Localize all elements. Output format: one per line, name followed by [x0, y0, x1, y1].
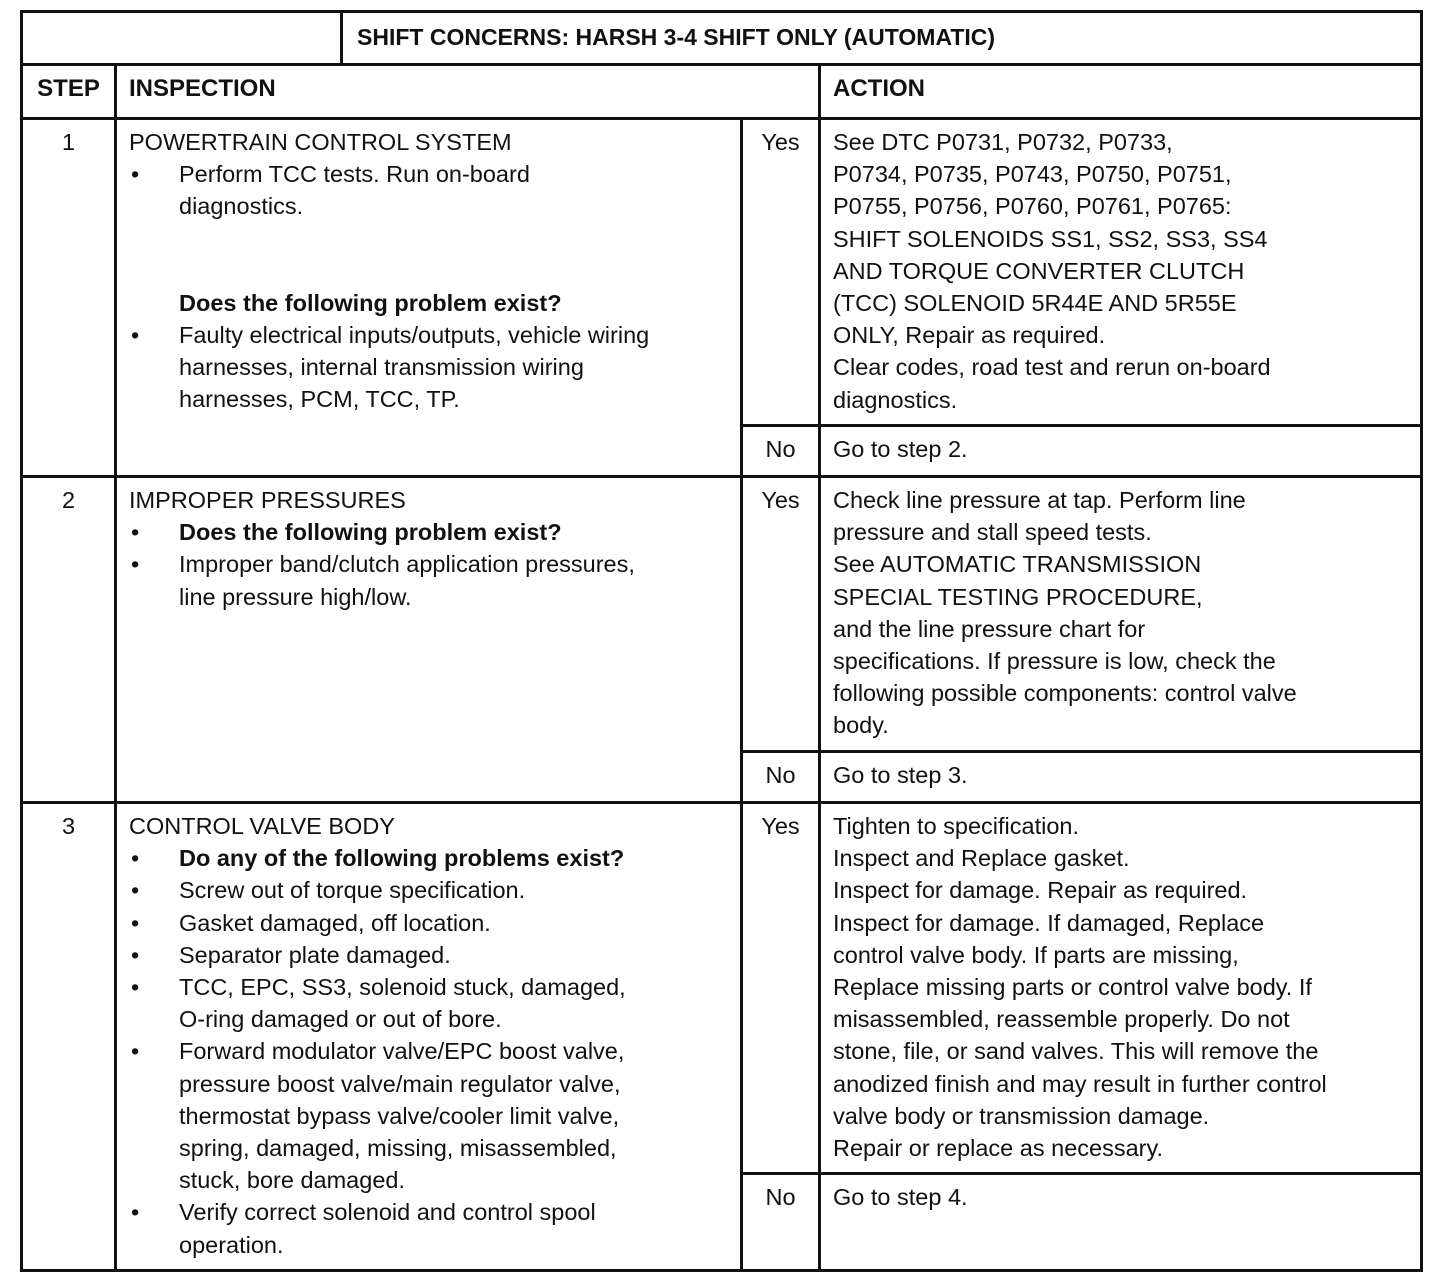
inspection-bullet	[129, 907, 732, 939]
inspection-text: Faulty electrical inputs/outputs, vehicle wiring	[179, 321, 650, 348]
action-text: AND TORQUE CONVERTER CLUTCH	[833, 257, 1245, 284]
inspection-bullet	[129, 548, 732, 612]
action-text: pressure and stall speed tests.	[833, 519, 1152, 546]
inspection-text: TCC, EPC, SS3, solenoid stuck, damaged,	[179, 974, 626, 1001]
step-number: 1	[22, 119, 116, 477]
inspection-text: spring, damaged, missing, misassembled,	[179, 1135, 617, 1162]
bullet-mark: •	[131, 161, 140, 188]
step-1-inspection	[116, 119, 742, 477]
inspection-bullet	[129, 1035, 732, 1196]
step-3-yes-action	[820, 803, 1422, 1174]
inspection-question	[129, 516, 732, 548]
bullet-mark: •	[131, 845, 140, 872]
inspection-heading: IMPROPER PRESSURES	[129, 487, 406, 513]
question-text: Does the following problem exist?	[179, 289, 562, 316]
column-header-row	[22, 65, 1422, 119]
yes-label: Yes	[742, 803, 820, 1174]
step-3-inspection	[116, 803, 742, 1271]
inspection-question	[129, 287, 732, 319]
action-text: Inspect for damage. Repair as required.	[833, 877, 1248, 904]
step-3-no-action: Go to step 4.	[820, 1174, 1422, 1271]
action-text: See AUTOMATIC TRANSMISSION	[833, 551, 1202, 578]
action-text: P0755, P0756, P0760, P0761, P0765:	[833, 193, 1232, 220]
inspection-text: Screw out of torque specification.	[179, 877, 526, 904]
action-text: Clear codes, road test and rerun on-board	[833, 354, 1271, 381]
action-text: (TCC) SOLENOID 5R44E AND 5R55E	[833, 290, 1237, 317]
action-text: Check line pressure at tap. Perform line	[833, 487, 1246, 513]
step-2-yes-row	[22, 477, 1422, 752]
step-1-yes-action	[820, 119, 1422, 426]
bullet-mark: •	[131, 909, 140, 936]
action-text: See DTC P0731, P0732, P0733,	[833, 129, 1173, 155]
inspection-text: pressure boost valve/main regulator valve,	[179, 1070, 621, 1097]
action-text: diagnostics.	[833, 386, 958, 413]
step-number: 2	[22, 477, 116, 803]
step-number: 3	[22, 803, 116, 1271]
inspection-text: diagnostics.	[179, 193, 304, 220]
inspection-bullet	[129, 874, 732, 906]
title-row	[22, 12, 1422, 65]
action-text: valve body or transmission damage.	[833, 1102, 1210, 1129]
inspection-bullet	[129, 939, 732, 971]
action-text: Inspect for damage. If damaged, Replace	[833, 909, 1265, 936]
table-title: SHIFT CONCERNS: HARSH 3-4 SHIFT ONLY (AUTOMATIC)	[342, 12, 1422, 65]
title-blank-cell	[22, 12, 342, 65]
inspection-text: harnesses, internal transmission wiring	[179, 354, 584, 381]
yes-label: Yes	[742, 477, 820, 752]
inspection-text: line pressure high/low.	[179, 583, 412, 610]
yes-label: Yes	[742, 119, 820, 426]
inspection-text: Perform TCC tests. Run on-board	[179, 161, 530, 188]
bullet-mark: •	[131, 877, 140, 904]
action-text: SHIFT SOLENOIDS SS1, SS2, SS3, SS4	[833, 225, 1268, 252]
no-label: No	[742, 752, 820, 803]
action-text: Replace missing parts or control valve body. If	[833, 974, 1312, 1001]
action-text: following possible components: control valve	[833, 680, 1297, 707]
step-1-no-action: Go to step 2.	[820, 426, 1422, 477]
no-label: No	[742, 1174, 820, 1271]
action-text: Inspect and Replace gasket.	[833, 845, 1130, 872]
question-text: Does the following problem exist?	[179, 519, 562, 546]
action-text: ONLY, Repair as required.	[833, 322, 1106, 349]
action-text: misassembled, reassemble properly. Do not	[833, 1006, 1290, 1033]
inspection-bullet	[129, 158, 732, 222]
question-text: Do any of the following problems exist?	[179, 845, 625, 872]
action-text: and the line pressure chart for	[833, 615, 1146, 642]
bullet-mark: •	[131, 519, 140, 546]
inspection-column-header: INSPECTION	[116, 65, 820, 119]
action-text: Tighten to specification.	[833, 813, 1080, 839]
step-3-yes-row	[22, 803, 1422, 1174]
step-2-no-action: Go to step 3.	[820, 752, 1422, 803]
bullet-mark: •	[131, 1038, 140, 1065]
bullet-mark: •	[131, 1199, 140, 1226]
inspection-text: Forward modulator valve/EPC boost valve,	[179, 1038, 625, 1065]
bullet-mark: •	[131, 551, 140, 578]
inspection-text: thermostat bypass valve/cooler limit valve,	[179, 1102, 620, 1129]
inspection-text: stuck, bore damaged.	[179, 1167, 405, 1194]
no-label: No	[742, 426, 820, 477]
inspection-text: Separator plate damaged.	[179, 941, 451, 968]
inspection-text: harnesses, PCM, TCC, TP.	[179, 386, 460, 413]
action-text: stone, file, or sand valves. This will remove the	[833, 1038, 1319, 1065]
action-text: SPECIAL TESTING PROCEDURE,	[833, 583, 1203, 610]
action-column-header: ACTION	[820, 65, 1422, 119]
step-1-yes-row	[22, 119, 1422, 426]
diagnostic-table	[20, 10, 1423, 1272]
inspection-bullet	[129, 1196, 732, 1260]
step-2-inspection	[116, 477, 742, 803]
action-text: specifications. If pressure is low, check the	[833, 648, 1276, 675]
bullet-mark: •	[131, 321, 140, 348]
inspection-question	[129, 842, 732, 874]
inspection-bullet	[129, 971, 732, 1035]
inspection-text: O-ring damaged or out of bore.	[179, 1006, 502, 1033]
step-2-yes-action	[820, 477, 1422, 752]
action-text: control valve body. If parts are missing,	[833, 941, 1239, 968]
action-text: anodized finish and may result in further control	[833, 1070, 1327, 1097]
inspection-text: operation.	[179, 1231, 284, 1258]
inspection-text: Verify correct solenoid and control spool	[179, 1199, 596, 1226]
action-text: P0734, P0735, P0743, P0750, P0751,	[833, 161, 1232, 188]
action-text: body.	[833, 712, 889, 739]
inspection-text: Gasket damaged, off location.	[179, 909, 491, 936]
inspection-heading: POWERTRAIN CONTROL SYSTEM	[129, 129, 512, 155]
inspection-text: Improper band/clutch application pressures,	[179, 551, 635, 578]
inspection-heading: CONTROL VALVE BODY	[129, 813, 395, 839]
inspection-bullet	[129, 319, 732, 416]
bullet-mark: •	[131, 941, 140, 968]
step-column-header: STEP	[22, 65, 116, 119]
action-text: Repair or replace as necessary.	[833, 1135, 1164, 1162]
bullet-mark: •	[131, 974, 140, 1001]
